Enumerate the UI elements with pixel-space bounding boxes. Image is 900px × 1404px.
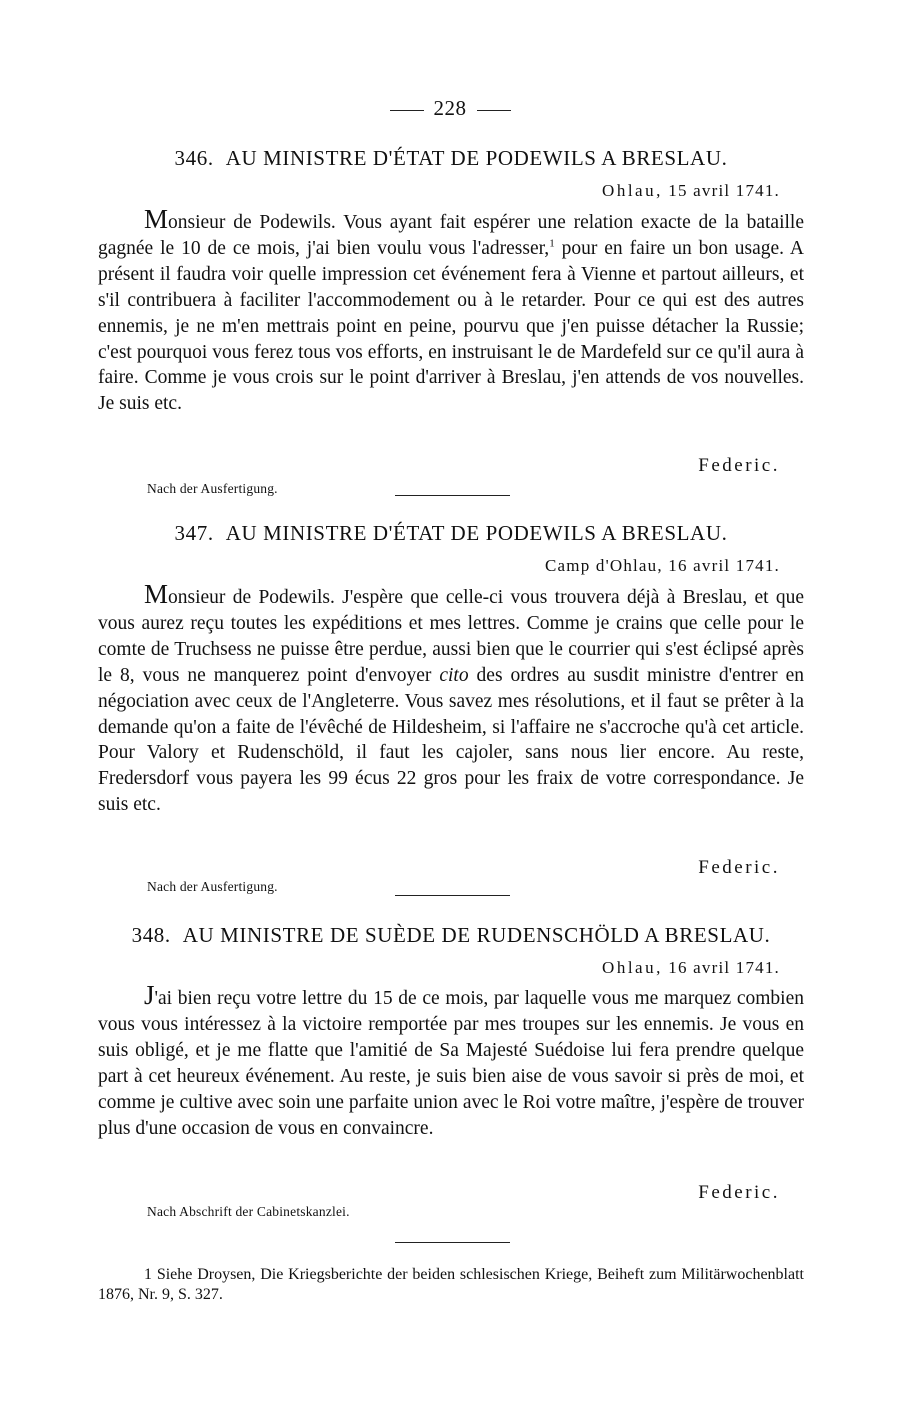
section-rule [395, 495, 510, 496]
section-rule [395, 895, 510, 896]
footnote-marker: 1 [144, 1266, 152, 1283]
page-number: 228 [0, 96, 900, 121]
lead-letter: M [144, 204, 169, 234]
place: Camp d'Ohlau, [545, 556, 663, 575]
date: 16 avril 1741. [668, 556, 780, 575]
letter-347-body: Monsieur de Podewils. J'espère que celle-ci vous trouvera déjà à Breslau, et que vous aurez reçu toutes les expéditions et mes lettres. Comme je crains que celle pour le comte de Truchsess ne puisse être perdue, aussi bien que le courrier qui s'est éclipsé après le 8, vous ne manquerez point d'envoyer cito des ordres au susdit ministre d'entrer en négociation avec ceux de l'Angleterre. Vous savez mes résolutions, et il faut se prêter à la demande qu'on a faite de l'évêché de Hildesheim, si l'affaire ne s'accroche qu'à cet article. Pour Valory et Rudenschöld, il faut les cajoler, sans nous lier encore. Au reste, Fredersdorf vous payera les 99 écus 22 gros pour les fraix de votre correspondance. Je suis etc. [98, 579, 804, 816]
letter-346-heading [98, 146, 804, 171]
letter-number: 348. [131, 923, 171, 947]
letter-number: 347. [174, 521, 214, 545]
letter-346-signature: Federic. [698, 455, 780, 476]
date: 16 avril 1741. [668, 958, 780, 977]
letter-348-body: J'ai bien reçu votre lettre du 15 de ce mois, par laquelle vous me marquez combien vous vous intéressez à la victoire remportée par mes troupes sur les ennemis. Je vous en suis obligé, et je me flatte que l'amitié de Sa Majesté Suédoise lui fera prendre quelque part à cet heureux événement. Au reste, je suis bien aise de vous savoir si près de moi, et comme je cultive avec soin une parfaite union avec le Roi votre maître, j'espère de trouver plus d'une occasion de vous en convaincre. [98, 980, 804, 1139]
letter-title: AU MINISTRE D'ÉTAT DE PODEWILS A BRESLAU. [225, 521, 728, 545]
footnote [98, 1265, 804, 1305]
place: Ohlau, [602, 958, 663, 977]
lead-letter: M [144, 579, 169, 609]
lead-letter: J [144, 980, 155, 1010]
letter-347-heading [98, 521, 804, 546]
letter-346-dateline [602, 181, 780, 201]
letter-title: AU MINISTRE DE SUÈDE DE RUDENSCHÖLD A BRESLAU. [182, 923, 771, 947]
letter-348-dateline [602, 958, 780, 978]
letter-347-source: Nach der Ausfertigung. [147, 879, 278, 894]
footnote-text: Siehe Droysen, Die Kriegsberichte der beiden schlesischen Kriege, Beiheft zum Militärwochenblatt 1876, Nr. 9, S. 327. [98, 1266, 804, 1303]
place: Ohlau, [602, 181, 663, 200]
folio-dash-left [390, 110, 424, 111]
letter-348-source: Nach Abschrift der Cabinetskanzlei. [147, 1204, 350, 1219]
letter-347-dateline [545, 556, 780, 576]
letter-346-body: Monsieur de Podewils. Vous ayant fait espérer une relation exacte de la bataille gagnée le 10 de ce mois, j'ai bien voulu vous l'adresser,$^1$ pour en faire un bon usage. A présent il faudra voir quelle impression cet événement fera à Vienne et partout ailleurs, et s'il contribuera à faciliter l'accommodement ou à le retarder. Pour ce qui est des autres ennemis, je ne m'en mettrais point en peine, pourvu que j'en puisse détacher la Russie; c'est pourquoi vous ferez tous vos efforts, en instruisant le de Mardefeld sur ce qu'il aura à faire. Comme je vous crois sur le point d'arriver à Breslau, j'en attends de vos nouvelles. Je suis etc. [98, 204, 804, 415]
folio-dash-right [477, 110, 511, 111]
letter-346-source: Nach der Ausfertigung. [147, 481, 278, 496]
date: 15 avril 1741. [668, 181, 780, 200]
letter-number: 346. [174, 146, 214, 170]
letter-348-heading [98, 923, 804, 948]
letter-348-signature: Federic. [698, 1182, 780, 1203]
letter-347-signature: Federic. [698, 857, 780, 878]
letter-title: AU MINISTRE D'ÉTAT DE PODEWILS A BRESLAU. [225, 146, 728, 170]
italic-word: cito [439, 664, 469, 686]
footnote-ref: 1 [549, 237, 555, 250]
footnote-rule [395, 1242, 510, 1243]
